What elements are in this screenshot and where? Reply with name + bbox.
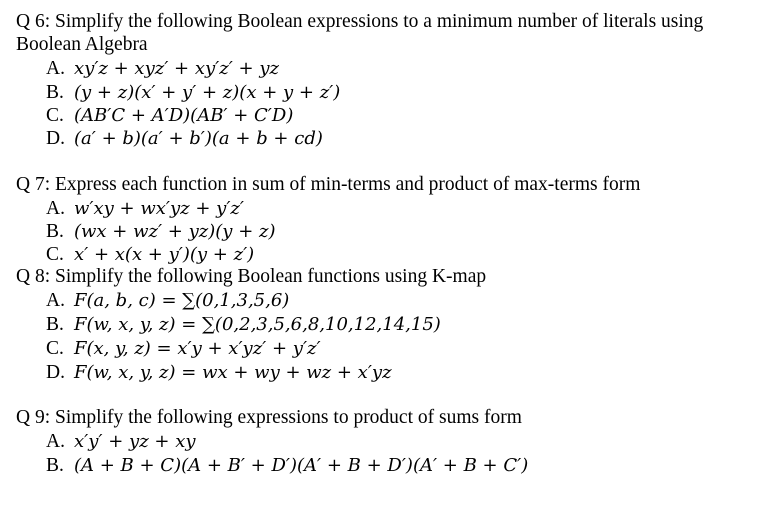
- q6-item-a: [46, 57, 279, 80]
- item-expression: x′y′ + yz + xy: [74, 431, 196, 452]
- item-letter: D.: [46, 128, 65, 149]
- item-letter: B.: [46, 221, 64, 242]
- q8-item-a: [46, 289, 289, 312]
- item-expression: F(w, x, y, z) = wx + wy + wz + x′yz: [74, 362, 392, 383]
- q8-title: Q 8: Simplify the following Boolean functions using K-map: [16, 266, 487, 287]
- q8-item-b: [46, 313, 441, 336]
- q6-item-b: [46, 81, 340, 104]
- item-expression: F(a, b, c) = ∑(0,1,3,5,6): [74, 290, 290, 311]
- item-expression: x′ + x(x + y′)(y + z′): [74, 244, 255, 265]
- q6-item-c: [46, 104, 293, 127]
- q9-title: Q 9: Simplify the following expressions to product of sums form: [16, 407, 522, 428]
- item-expression: F(w, x, y, z) = ∑(0,2,3,5,6,8,10,12,14,15): [74, 314, 441, 335]
- q6-title-continued: Boolean Algebra: [16, 34, 148, 55]
- item-letter: D.: [46, 362, 65, 383]
- item-letter: C.: [46, 244, 64, 265]
- item-expression: (y + z)(x′ + y′ + z)(x + y + z′): [74, 82, 341, 103]
- q7-item-c: [46, 243, 254, 266]
- item-expression: (wx + wz′ + yz)(y + z): [74, 221, 276, 242]
- q7-item-b: [46, 220, 276, 243]
- q9-item-a: [46, 430, 196, 453]
- q6-item-d: [46, 127, 323, 150]
- item-letter: C.: [46, 338, 64, 359]
- item-letter: B.: [46, 455, 64, 476]
- q8-item-c: [46, 337, 321, 360]
- q8-item-d: [46, 361, 392, 384]
- item-letter: B.: [46, 314, 64, 335]
- item-expression: w′xy + wx′yz + y′z′: [74, 198, 244, 219]
- item-expression: (a′ + b)(a′ + b′)(a + b + cd): [74, 128, 323, 149]
- q7-item-a: [46, 197, 244, 220]
- q9-item-b: [46, 454, 528, 477]
- item-letter: A.: [46, 290, 65, 311]
- item-letter: A.: [46, 198, 65, 219]
- q6-title: Q 6: Simplify the following Boolean expressions to a minimum number of literals using: [16, 11, 704, 32]
- item-expression: xy′z + xyz′ + xy′z′ + yz: [74, 58, 279, 79]
- item-expression: (AB′C + A′D)(AB′ + C′D): [74, 105, 294, 126]
- item-letter: A.: [46, 431, 65, 452]
- item-expression: F(x, y, z) = x′y + x′yz′ + y′z′: [74, 338, 321, 359]
- item-letter: B.: [46, 82, 64, 103]
- item-expression: (A + B + C)(A + B′ + D′)(A′ + B + D′)(A′ + B + C′): [74, 455, 529, 476]
- item-letter: C.: [46, 105, 64, 126]
- item-letter: A.: [46, 58, 65, 79]
- q7-title: Q 7: Express each function in sum of min-terms and product of max-terms form: [16, 174, 641, 195]
